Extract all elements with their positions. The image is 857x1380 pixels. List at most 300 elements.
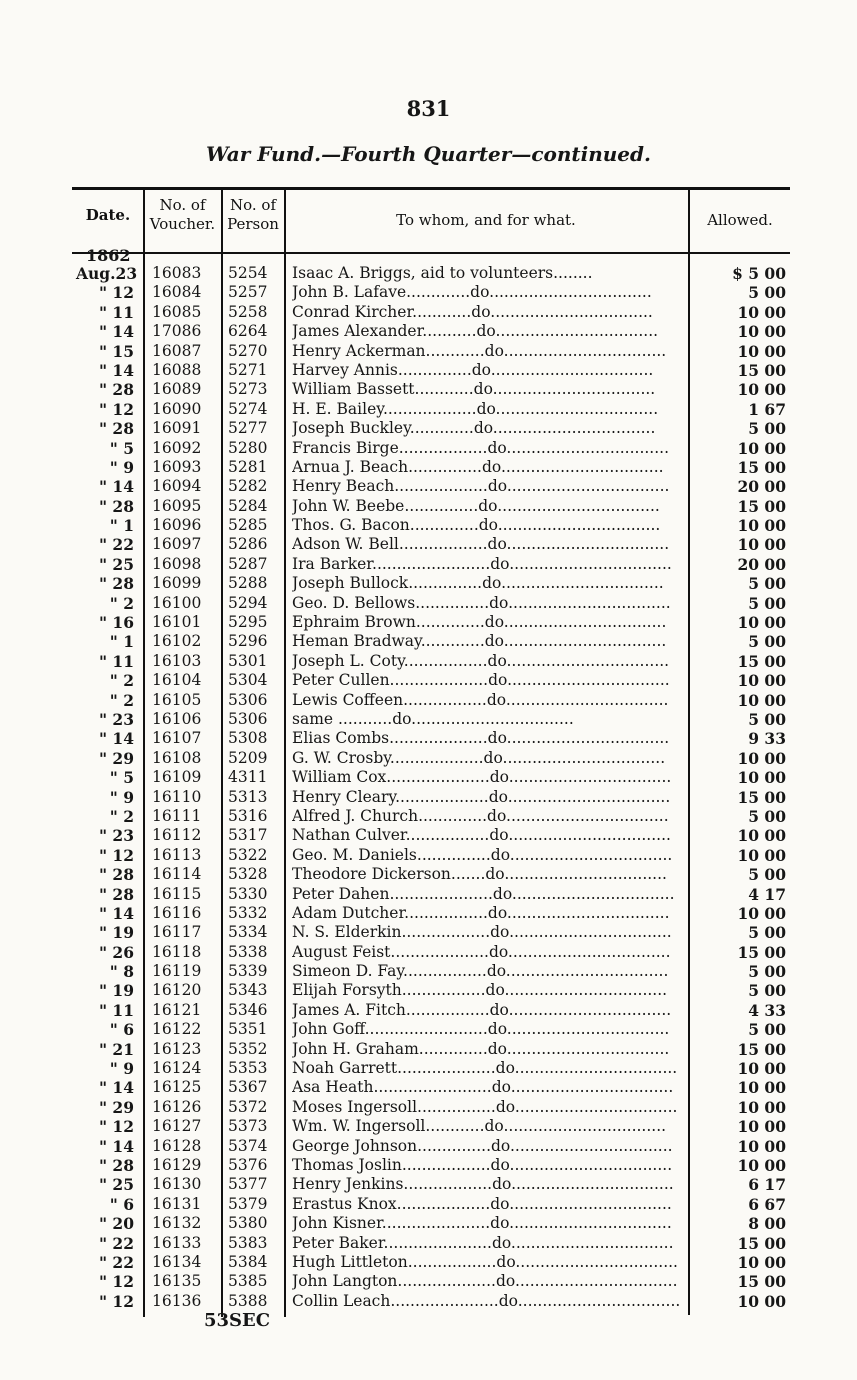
row-person: 5322	[228, 845, 268, 864]
table-row	[0, 885, 857, 904]
row-date: " 8	[109, 962, 134, 982]
table-row	[0, 1214, 857, 1233]
row-person: 6264	[228, 322, 268, 341]
row-amount: 10 00	[737, 1136, 786, 1156]
row-voucher: 16133	[152, 1233, 202, 1252]
row-date: " 26	[98, 942, 134, 962]
row-date: " 14	[98, 1078, 134, 1098]
row-voucher: 16105	[152, 690, 202, 709]
row-recipient: Adam Dutcher.................do.................................	[292, 903, 670, 922]
row-amount: 10 00	[737, 613, 786, 633]
row-date: " 23	[98, 709, 134, 729]
row-recipient: John B. Lafave.............do.................................	[292, 283, 652, 302]
row-voucher: 16109	[152, 768, 202, 787]
page-title: War Fund.—Fourth Quarter—continued.	[206, 142, 651, 166]
table-row	[0, 1020, 857, 1039]
row-date: " 29	[98, 748, 134, 768]
row-date: " 12	[98, 1117, 134, 1137]
table-row	[0, 594, 857, 613]
ledger-rows	[0, 264, 857, 1311]
row-recipient: Geo. M. Daniels...............do.................................	[292, 845, 673, 864]
row-recipient: Erastus Knox...................do.................................	[292, 1194, 672, 1213]
row-amount: 10 00	[737, 341, 786, 361]
table-row	[0, 574, 857, 593]
table-row	[0, 691, 857, 710]
row-recipient: Nathan Culver.................do.................................	[292, 826, 671, 845]
row-date: " 1	[109, 516, 134, 536]
table-row	[0, 497, 857, 516]
row-date: " 14	[98, 360, 134, 380]
row-recipient: Joseph Bullock...............do.................................	[292, 574, 664, 593]
row-recipient: Joseph Buckley.............do.................................	[292, 419, 656, 438]
row-person: 5284	[228, 496, 268, 515]
row-amount: 5 00	[748, 962, 786, 982]
row-person: 5346	[228, 1000, 268, 1019]
row-person: 5379	[228, 1194, 268, 1213]
row-person: 5257	[228, 283, 268, 302]
row-date: " 22	[98, 535, 134, 555]
row-person: 5270	[228, 341, 268, 360]
row-date: " 25	[98, 1175, 134, 1195]
row-person: 5306	[228, 690, 268, 709]
row-amount: 10 00	[737, 1097, 786, 1117]
row-recipient: Conrad Kircher............do.................................	[292, 302, 653, 321]
page-number: 831	[406, 96, 451, 121]
row-recipient: Henry Beach...................do.................................	[292, 477, 670, 496]
row-amount: 6 17	[748, 1175, 786, 1195]
row-amount: 5 00	[748, 806, 786, 826]
row-date: " 19	[98, 981, 134, 1001]
row-amount: 8 00	[748, 1214, 786, 1234]
row-recipient: Henry Cleary...................do.................................	[292, 787, 671, 806]
row-recipient: John Kisner......................do.................................	[292, 1214, 672, 1233]
row-date: " 19	[98, 923, 134, 943]
row-voucher: 16119	[152, 962, 202, 981]
row-date: " 9	[109, 1059, 134, 1079]
table-header-rule	[72, 252, 790, 254]
row-amount: 10 00	[737, 1059, 786, 1079]
row-date: " 21	[98, 1039, 134, 1059]
table-row	[0, 710, 857, 729]
row-recipient: Ira Barker........................do.................................	[292, 554, 672, 573]
table-row	[0, 807, 857, 826]
table-row	[0, 962, 857, 981]
row-voucher: 16116	[152, 903, 202, 922]
table-row	[0, 1253, 857, 1272]
row-amount: 5 00	[748, 419, 786, 439]
row-recipient: James Alexander...........do.................................	[292, 322, 659, 341]
row-recipient: Alfred J. Church..............do.................................	[292, 806, 669, 825]
table-row	[0, 303, 857, 322]
row-amount: 10 00	[737, 1252, 786, 1272]
row-date: " 29	[98, 1097, 134, 1117]
row-recipient: Isaac A. Briggs, aid to volunteers........	[292, 264, 593, 282]
row-amount: 1 67	[748, 399, 786, 419]
table-row	[0, 361, 857, 380]
row-date: " 11	[98, 302, 134, 322]
row-recipient: Elias Combs....................do.................................	[292, 729, 670, 748]
row-voucher: 16097	[152, 535, 202, 554]
row-person: 5374	[228, 1136, 268, 1155]
row-date: " 28	[98, 1155, 134, 1175]
row-amount: 4 17	[748, 884, 786, 904]
header-whom: To whom, and for what.	[396, 211, 576, 229]
row-recipient: Lewis Coffeen.................do.................................	[292, 690, 669, 709]
row-date: " 15	[98, 341, 134, 361]
header-voucher-line2: Voucher.	[149, 215, 216, 233]
row-amount: 10 00	[737, 1291, 786, 1311]
row-voucher: 16125	[152, 1078, 202, 1097]
row-amount: 10 00	[737, 845, 786, 865]
row-recipient: Henry Jenkins..................do.................................	[292, 1175, 674, 1194]
table-top-rule	[72, 187, 790, 190]
row-amount: 5 00	[748, 593, 786, 613]
row-date: " 28	[98, 419, 134, 439]
row-amount: $ 5 00	[732, 264, 786, 283]
row-voucher: 16132	[152, 1214, 202, 1233]
row-amount: 10 00	[737, 516, 786, 536]
row-recipient: Wm. W. Ingersoll............do.................................	[292, 1117, 667, 1136]
table-row	[0, 1272, 857, 1291]
table-row	[0, 1001, 857, 1020]
row-voucher: 16107	[152, 729, 202, 748]
row-date: " 11	[98, 651, 134, 671]
row-recipient: Collin Leach......................do.................................	[292, 1291, 681, 1310]
row-amount: 15 00	[737, 942, 786, 962]
row-date: " 28	[98, 884, 134, 904]
row-amount: 5 00	[748, 709, 786, 729]
row-voucher: 16096	[152, 516, 202, 535]
table-row	[0, 283, 857, 302]
row-voucher: 16131	[152, 1194, 202, 1213]
row-amount: 10 00	[737, 671, 786, 691]
row-person: 5377	[228, 1175, 268, 1194]
row-voucher: 16106	[152, 709, 202, 728]
row-person: 5258	[228, 302, 268, 321]
row-person: 5306	[228, 709, 268, 728]
table-row	[0, 380, 857, 399]
table-row	[0, 923, 857, 942]
row-recipient: G. W. Crosby...................do.................................	[292, 748, 666, 767]
table-row	[0, 1117, 857, 1136]
row-amount: 5 00	[748, 632, 786, 652]
row-voucher: 16100	[152, 593, 202, 612]
row-date: " 1	[109, 632, 134, 652]
row-voucher: 16135	[152, 1272, 202, 1291]
row-person: 5271	[228, 360, 268, 379]
row-voucher: 16114	[152, 865, 202, 884]
row-amount: 15 00	[737, 1272, 786, 1292]
table-row	[0, 458, 857, 477]
row-voucher: 16115	[152, 884, 202, 903]
row-voucher: 16091	[152, 419, 202, 438]
row-amount: 10 00	[737, 903, 786, 923]
row-amount: 20 00	[737, 554, 786, 574]
row-voucher: 16098	[152, 554, 202, 573]
row-date: " 5	[109, 438, 134, 458]
row-voucher: 16095	[152, 496, 202, 515]
row-person: 5332	[228, 903, 268, 922]
table-row	[0, 613, 857, 632]
row-person: 5352	[228, 1039, 268, 1058]
table-row	[0, 1175, 857, 1194]
row-person: 5372	[228, 1097, 268, 1116]
row-amount: 15 00	[737, 457, 786, 477]
row-person: 5385	[228, 1272, 268, 1291]
row-voucher: 16108	[152, 748, 202, 767]
row-amount: 10 00	[737, 535, 786, 555]
table-row	[0, 904, 857, 923]
row-voucher: 16083	[152, 264, 202, 282]
row-person: 5373	[228, 1117, 268, 1136]
table-row	[0, 943, 857, 962]
row-recipient: James A. Fitch.................do.................................	[292, 1000, 672, 1019]
row-date: " 2	[109, 671, 134, 691]
row-amount: 10 00	[737, 748, 786, 768]
row-voucher: 16089	[152, 380, 202, 399]
row-voucher: 16113	[152, 845, 202, 864]
row-person: 5304	[228, 671, 268, 690]
header-person-line1: No. of	[229, 196, 276, 214]
row-amount: 10 00	[737, 302, 786, 322]
row-recipient: Hugh Littleton..................do.................................	[292, 1252, 678, 1271]
row-person: 5384	[228, 1252, 268, 1271]
row-date: " 12	[98, 1272, 134, 1292]
row-recipient: Joseph L. Coty.................do.................................	[292, 651, 670, 670]
row-amount: 9 33	[748, 729, 786, 749]
row-recipient: John Goff.........................do.................................	[292, 1020, 670, 1039]
row-recipient: Henry Ackerman............do.................................	[292, 341, 667, 360]
row-person: 5328	[228, 865, 268, 884]
row-date: " 6	[109, 1194, 134, 1214]
row-amount: 5 00	[748, 981, 786, 1001]
row-recipient: John Langton....................do.................................	[292, 1272, 678, 1291]
row-person: 5281	[228, 457, 268, 476]
row-amount: 15 00	[737, 496, 786, 516]
row-voucher: 16117	[152, 923, 202, 942]
table-row	[0, 729, 857, 748]
row-person: 5287	[228, 554, 268, 573]
table-row	[0, 846, 857, 865]
table-row	[0, 652, 857, 671]
table-row	[0, 264, 857, 283]
row-person: 5274	[228, 399, 268, 418]
row-recipient: Ephraim Brown..............do.................................	[292, 613, 667, 632]
row-date: " 20	[98, 1214, 134, 1234]
row-voucher: 16123	[152, 1039, 202, 1058]
row-voucher: 16134	[152, 1252, 202, 1271]
row-person: 5351	[228, 1020, 268, 1039]
row-person: 5282	[228, 477, 268, 496]
table-row	[0, 788, 857, 807]
table-row	[0, 516, 857, 535]
table-row	[0, 400, 857, 419]
row-amount: 10 00	[737, 380, 786, 400]
row-person: 5388	[228, 1291, 268, 1310]
row-person: 5286	[228, 535, 268, 554]
row-recipient: H. E. Bailey...................do.................................	[292, 399, 659, 418]
row-person: 5383	[228, 1233, 268, 1252]
row-date: " 28	[98, 574, 134, 594]
row-person: 5277	[228, 419, 268, 438]
row-voucher: 16129	[152, 1155, 202, 1174]
row-recipient: Francis Birge..................do.................................	[292, 438, 670, 457]
row-voucher: 16092	[152, 438, 202, 457]
row-recipient: Thos. G. Bacon..............do.................................	[292, 516, 661, 535]
row-amount: 15 00	[737, 1039, 786, 1059]
row-voucher: 16104	[152, 671, 202, 690]
row-date: " 2	[109, 690, 134, 710]
row-voucher: 16101	[152, 613, 202, 632]
row-date: " 25	[98, 554, 134, 574]
row-recipient: Simeon D. Fay.................do.................................	[292, 962, 669, 981]
table-row	[0, 555, 857, 574]
row-voucher: 16090	[152, 399, 202, 418]
row-person: 5367	[228, 1078, 268, 1097]
row-person: 5280	[228, 438, 268, 457]
row-date: " 12	[98, 399, 134, 419]
row-voucher: 16136	[152, 1291, 202, 1310]
row-amount: 6 67	[748, 1194, 786, 1214]
row-date: " 9	[109, 457, 134, 477]
row-date: " 28	[98, 865, 134, 885]
row-recipient: N. S. Elderkin..................do.................................	[292, 923, 672, 942]
row-amount: 20 00	[737, 477, 786, 497]
row-recipient: Moses Ingersoll................do.................................	[292, 1097, 678, 1116]
row-recipient: Peter Dahen.....................do.................................	[292, 884, 675, 903]
row-voucher: 16099	[152, 574, 202, 593]
row-person: 5353	[228, 1059, 268, 1078]
table-row	[0, 1195, 857, 1214]
row-person: 5209	[228, 748, 268, 767]
row-amount: 10 00	[737, 1155, 786, 1175]
row-voucher: 16087	[152, 341, 202, 360]
header-date: Date.	[85, 206, 131, 224]
year-label: 1862	[86, 246, 131, 265]
row-amount: 10 00	[737, 768, 786, 788]
row-person: 5273	[228, 380, 268, 399]
row-recipient: Peter Baker......................do.................................	[292, 1233, 674, 1252]
row-amount: 5 00	[748, 1020, 786, 1040]
row-amount: 10 00	[737, 322, 786, 342]
row-voucher: 16093	[152, 457, 202, 476]
row-voucher: 16085	[152, 302, 202, 321]
row-date: " 22	[98, 1233, 134, 1253]
row-recipient: Harvey Annis...............do.................................	[292, 360, 654, 379]
row-voucher: 16111	[152, 806, 202, 825]
table-row	[0, 535, 857, 554]
row-person: 5338	[228, 942, 268, 961]
row-person: 5301	[228, 651, 268, 670]
row-voucher: 16110	[152, 787, 202, 806]
row-amount: 15 00	[737, 360, 786, 380]
table-row	[0, 981, 857, 1000]
row-amount: 5 00	[748, 923, 786, 943]
row-date: " 14	[98, 729, 134, 749]
row-recipient: Arnua J. Beach...............do.................................	[292, 457, 664, 476]
table-row	[0, 477, 857, 496]
table-row	[0, 768, 857, 787]
row-person: 5339	[228, 962, 268, 981]
row-person: 5294	[228, 593, 268, 612]
row-voucher: 16121	[152, 1000, 202, 1019]
row-date: " 6	[109, 1020, 134, 1040]
table-row	[0, 1059, 857, 1078]
row-amount: 10 00	[737, 1117, 786, 1137]
row-date: " 12	[98, 845, 134, 865]
row-voucher: 16128	[152, 1136, 202, 1155]
row-voucher: 16118	[152, 942, 202, 961]
row-person: 5296	[228, 632, 268, 651]
row-date: " 2	[109, 806, 134, 826]
row-date: " 14	[98, 322, 134, 342]
row-date: " 22	[98, 1252, 134, 1272]
row-recipient: John W. Beebe...............do.................................	[292, 496, 660, 515]
row-person: 5288	[228, 574, 268, 593]
row-recipient: same ...........do.................................	[292, 709, 574, 728]
header-person	[222, 196, 284, 234]
row-voucher: 16102	[152, 632, 202, 651]
table-row	[0, 342, 857, 361]
table-row	[0, 1234, 857, 1253]
row-recipient: Noah Garrett....................do.................................	[292, 1059, 678, 1078]
row-person: 5330	[228, 884, 268, 903]
table-row	[0, 1292, 857, 1311]
row-person: 5313	[228, 787, 268, 806]
row-amount: 5 00	[748, 283, 786, 303]
table-row	[0, 749, 857, 768]
row-amount: 15 00	[737, 651, 786, 671]
row-person: 5317	[228, 826, 268, 845]
row-voucher: 16130	[152, 1175, 202, 1194]
row-amount: 4 33	[748, 1000, 786, 1020]
row-voucher: 17086	[152, 322, 202, 341]
row-voucher: 16127	[152, 1117, 202, 1136]
row-person: 5316	[228, 806, 268, 825]
table-row	[0, 632, 857, 651]
row-recipient: Peter Cullen....................do.................................	[292, 671, 670, 690]
header-voucher	[144, 196, 221, 234]
row-date: " 14	[98, 477, 134, 497]
table-row	[0, 671, 857, 690]
row-voucher: 16088	[152, 360, 202, 379]
header-allowed: Allowed.	[707, 211, 773, 229]
table-row	[0, 419, 857, 438]
row-amount: 10 00	[737, 690, 786, 710]
row-recipient: Theodore Dickerson.......do.................................	[292, 865, 667, 884]
row-voucher: 16094	[152, 477, 202, 496]
row-amount: 5 00	[748, 574, 786, 594]
row-amount: 15 00	[737, 787, 786, 807]
row-amount: 5 00	[748, 865, 786, 885]
row-date: " 2	[109, 593, 134, 613]
table-row	[0, 322, 857, 341]
row-person: 5308	[228, 729, 268, 748]
row-person: 5380	[228, 1214, 268, 1233]
row-amount: 10 00	[737, 438, 786, 458]
row-recipient: John H. Graham..............do.................................	[292, 1039, 670, 1058]
row-recipient: Thomas Joslin..................do.................................	[292, 1155, 673, 1174]
row-voucher: 16124	[152, 1059, 202, 1078]
table-row	[0, 1078, 857, 1097]
signature-mark: 53SEC	[204, 1310, 271, 1331]
table-row	[0, 1040, 857, 1059]
row-date: Aug.23	[76, 264, 138, 283]
row-amount: 10 00	[737, 1078, 786, 1098]
table-row	[0, 1137, 857, 1156]
row-amount: 15 00	[737, 1233, 786, 1253]
row-voucher: 16126	[152, 1097, 202, 1116]
